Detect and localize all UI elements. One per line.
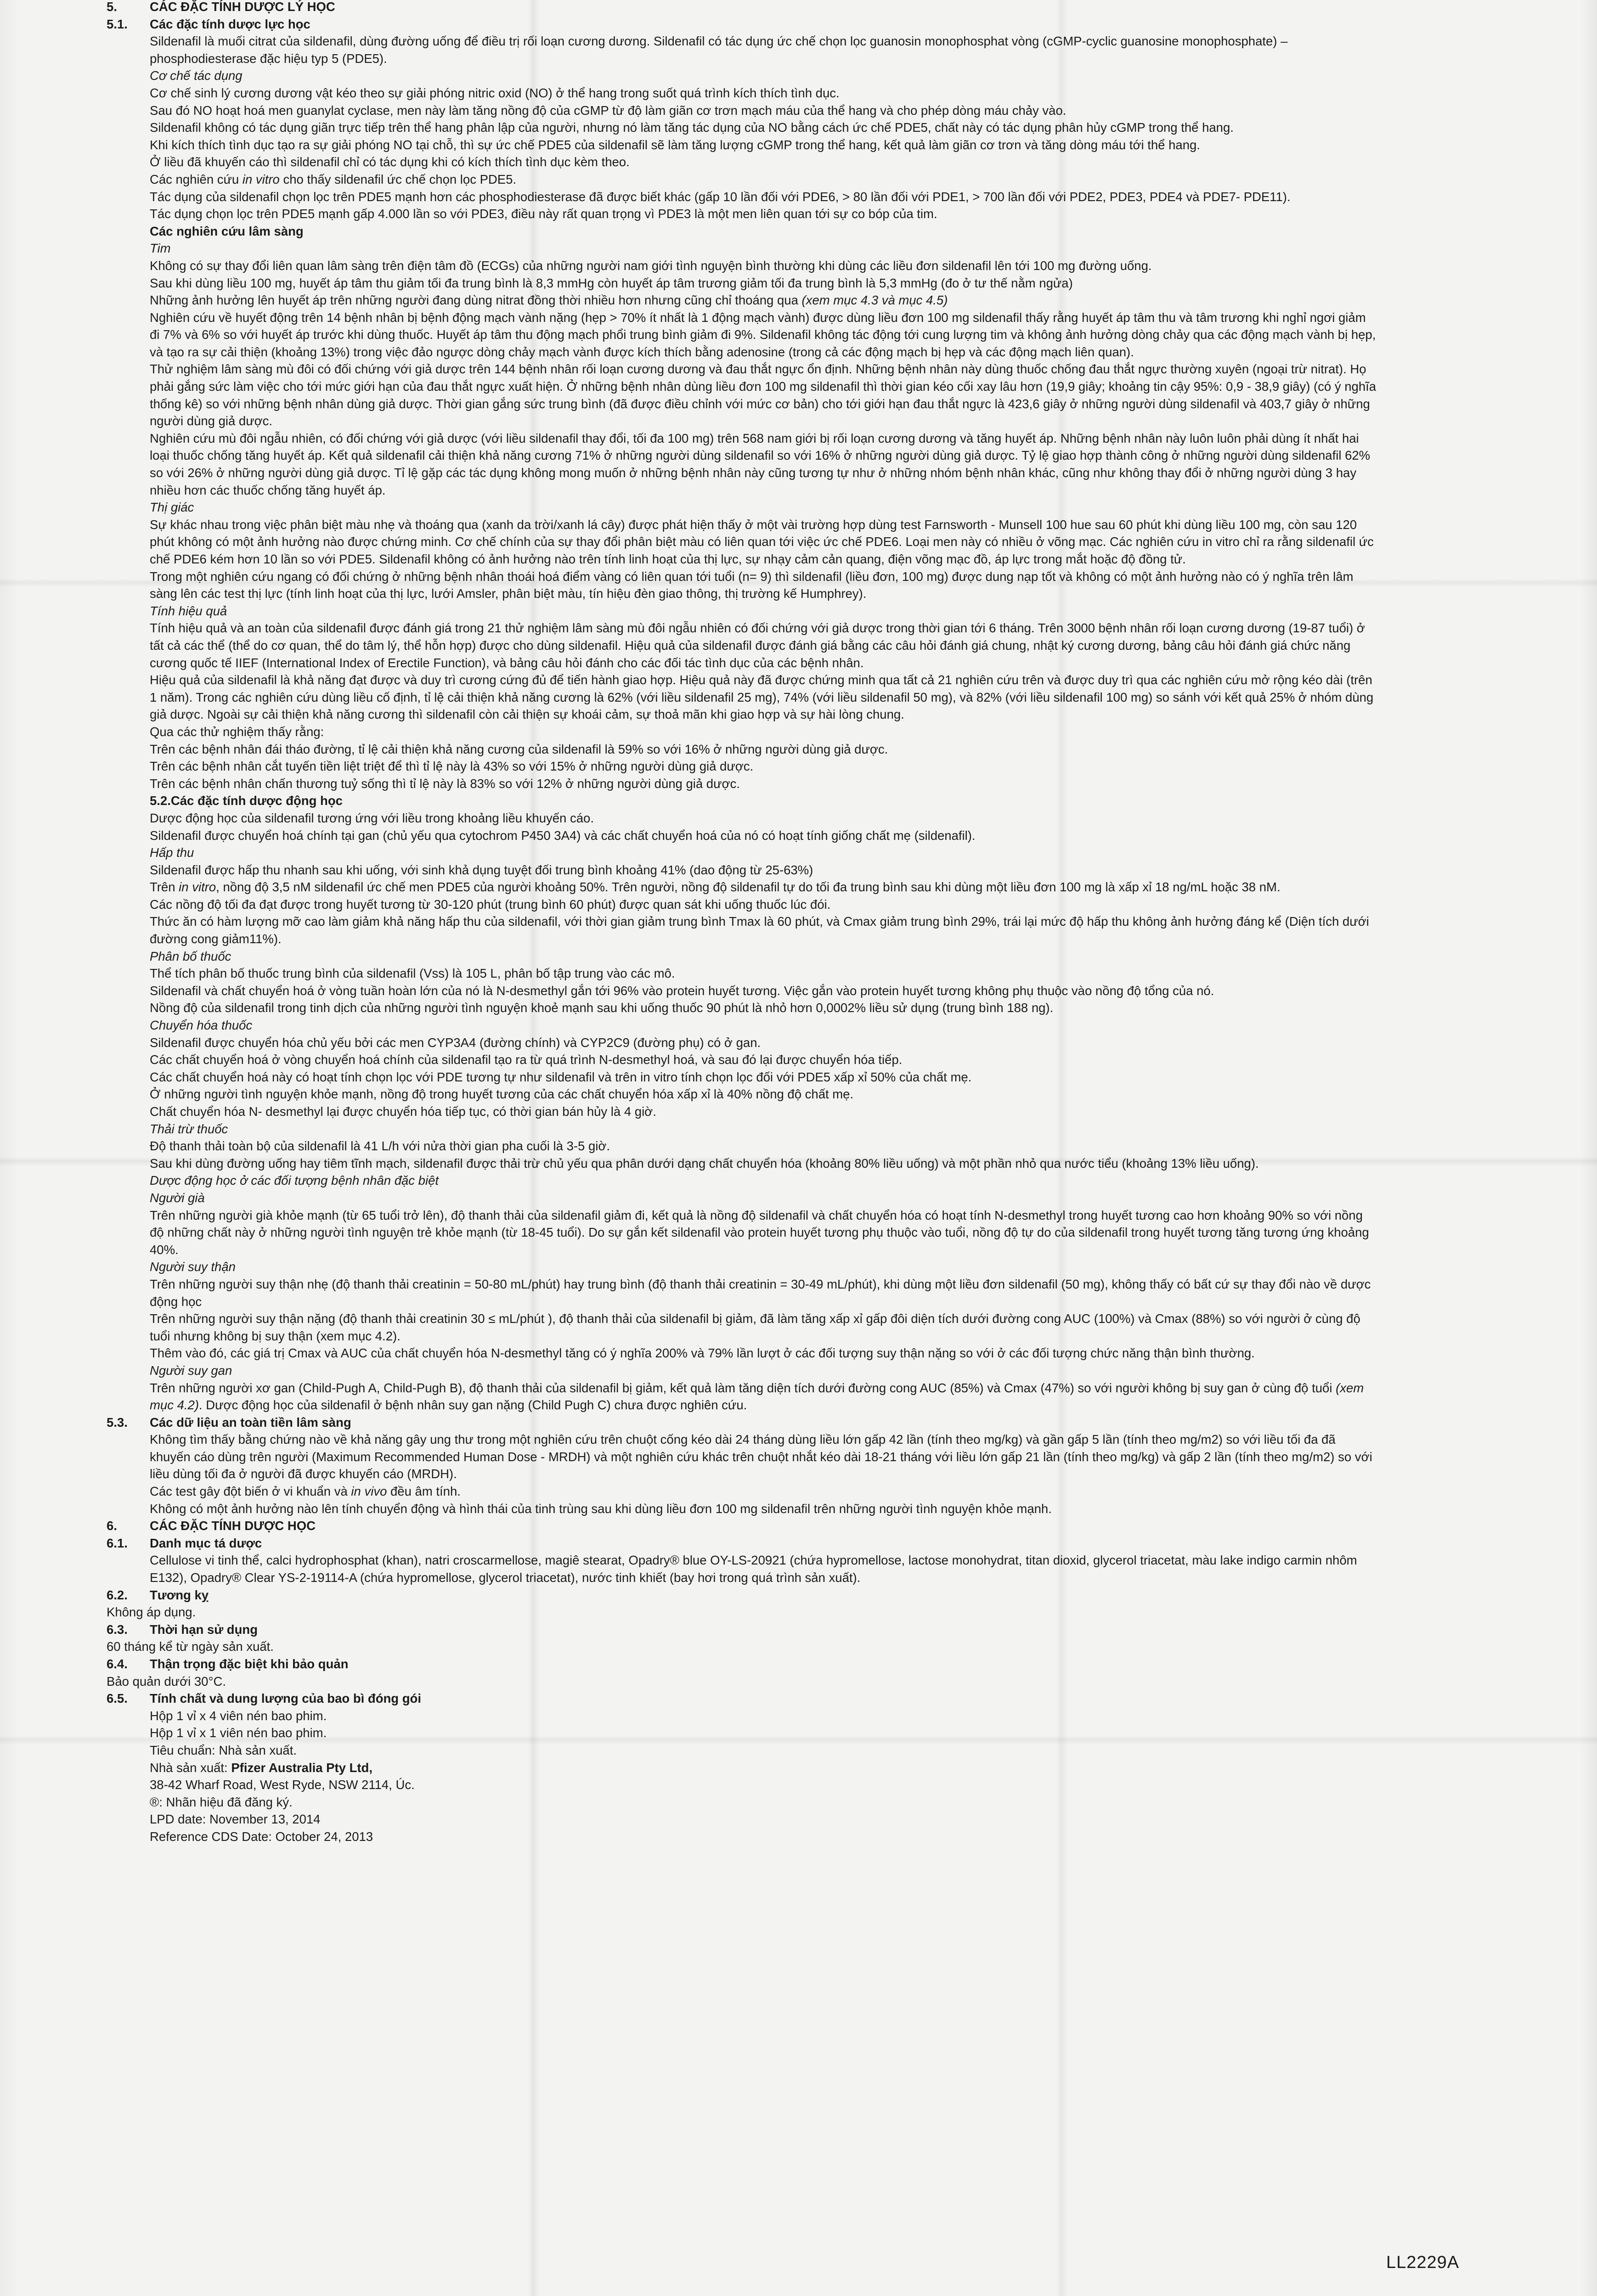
section-6-heading [107,1517,1484,1535]
text: cho thấy sildenafil ức chế chọn lọc PDE5. [279,172,517,186]
paragraph: Thử nghiệm lâm sàng mù đôi có đối chứng với giả dược trên 144 bệnh nhân rối loạn cương dương và đau thắt ngực ổn định. Những bệnh nhân này dùng thuốc chống đau thắt ngực thường xuyên (ngoại trừ nitrat). Họ [150,362,1366,377]
subheading-absorption: Hấp thu [150,845,194,860]
section-6-1-heading [107,1535,1484,1552]
section-number: 6.2. [107,1587,128,1602]
paragraph: Tiêu chuẩn: Nhà sản xuất. [150,1743,297,1757]
subheading-mechanism: Cơ chế tác dụng [150,68,243,83]
paragraph: tuổi nhưng không bị suy thận (xem mục 4.2). [150,1328,401,1343]
section-title: Các dữ liệu an toàn tiền lâm sàng [150,1415,351,1429]
section-title: Danh mục tá dược [150,1536,262,1550]
document-code: LL2229A [1386,2253,1460,2272]
paragraph: 60 tháng kể từ ngày sản xuất. [107,1639,274,1654]
paragraph [150,1396,1484,1414]
section-title: Thời hạn sử dụng [150,1622,258,1637]
paragraph: phút không có một ảnh hưởng nào được chứng minh. Cơ chế chính của sự thay đổi phân biệt màu có liên quan tới việc ức chế PDE6. Loại men này có nhiều ở võng mạc. Các nghiên cứu in vitro chỉ ra rằng sildenafil ức [150,535,1374,549]
paragraph: khuyến cáo dùng trên người (Maximum Recommended Human Dose - MRDH) và một nghiên cứu khác trên chuột nhắt kéo dài 18-21 tháng với liều lớn gấp 21 lần (tính theo mg/kg) và gấp 2 lần (tính theo mg/m2) so với [150,1449,1372,1464]
subheading-efficacy: Tính hiệu quả [150,603,227,618]
paragraph: Hộp 1 vỉ x 1 viên nén bao phim. [150,1726,327,1740]
paragraph: Chất chuyển hóa N- desmethyl lại được chuyển hóa tiếp tục, có thời gian bán hủy là 4 giờ. [150,1104,656,1119]
section-title: Thận trọng đặc biệt khi bảo quản [150,1657,349,1671]
subheading-renal: Người suy thận [150,1260,236,1274]
paragraph: 40%. [150,1242,179,1257]
text-italic: in vitro [242,172,280,186]
section-5-1-body [150,33,1484,1414]
paragraph: Tác dụng của sildenafil chọn lọc trên PDE5 mạnh hơn các phosphodiesterase đã được biết khác (gấp 10 lần đối với PDE6, > 80 lần đối với PDE1, > 700 lần đối với PDE2, PDE3, PDE4 và PDE7- PDE11). [150,189,1291,204]
text-italic: (xem [1336,1380,1364,1395]
section-number: 6.3. [107,1622,128,1637]
section-6-1-body [150,1552,1484,1586]
paragraph: người dùng giả dược. [150,414,273,428]
paragraph: Trong một nghiên cứu ngang có đối chứng ở những bệnh nhân thoái hoá điểm vàng có liên quan tới tuổi (n= 9) thì sildenafil (liều đơn, 100 mg) được dung nạp tốt và không có một ảnh hưởng nào có ý nghĩa trên lâm [150,569,1354,584]
text: Trên [150,880,179,895]
section-6-4-heading [107,1655,1484,1673]
section-5-heading [107,0,1484,16]
section-6-5-body [150,1707,1484,1846]
paragraph [150,1379,1484,1397]
trademark-note: ®: Nhãn hiệu đã đăng ký. [150,1795,293,1809]
text: Các nghiên cứu [150,172,243,186]
paragraph: sàng lên các test thị lực (tính linh hoạt của thị lực, lưới Amsler, phân biệt màu, tín hiệu đèn giao thông, thị trường kế Humphrey). [150,586,867,601]
paragraph: Trên các bệnh nhân cắt tuyến tiền liệt triệt để thì tỉ lệ này là 43% so với 15% ở những người dùng giả dược. [150,759,754,774]
paragraph: giả dược. Ngoài sự cải thiện khả năng cương thì sildenafil còn cải thiện sự khoái cảm, sự thoả mãn khi giao hợp và sự hài lòng chung. [150,707,904,722]
paragraph: động học [150,1294,202,1309]
paragraph: đường cong giảm11%). [150,932,282,946]
section-title: CÁC ĐẶC TÍNH DƯỢC HỌC [150,1519,316,1533]
paragraph: thống kê) so với những bệnh nhân dùng giả dược. Thời gian gắng sức trung bình (đã được điều chỉnh với mức cơ bản) cho tới giới hạn đau thắt ngực là 423,6 giây ở những người dùng sildenafil và 403,7 giây ở những [150,396,1370,411]
paragraph [150,171,1484,188]
paragraph: Sildenafil được chuyển hóa chủ yếu bởi các men CYP3A4 (đường chính) và CYP2C9 (đường phụ) có ở gan. [150,1035,761,1050]
paragraph: Sau khi dùng liều 100 mg, huyết áp tâm thu giảm tối đa trung bình là 8,3 mmHg còn huyết áp tâm trương giảm tối đa trung bình là 5,3 mmHg (đo ở tư thế nằm ngửa) [150,276,1073,290]
paragraph: Dược động học của sildenafil tương ứng với liều trong khoảng liều khuyến cáo. [150,810,594,825]
paragraph [150,878,1484,896]
subheading-elimination: Thải trừ thuốc [150,1121,228,1136]
paragraph: liều dùng tối đa ở người đã được khuyến cáo (MRDH). [150,1467,457,1481]
paragraph: Nghiên cứu mù đôi ngẫu nhiên, có đối chứng với giả dược (với liều sildenafil thay đổi, tối đa 100 mg) trên 568 nam giới bị rối loạn cương dương và tăng huyết áp. Những bệnh nhân này luôn luôn phải dùng ít nhất hai [150,431,1359,445]
paragraph: và tạo ra sự cải thiện (khoảng 13%) trong việc đảo ngược dòng chảy mạch vành được kích thích bằng adenosine (trong cả các động mạch bị hẹp và các động mạch liên quan). [150,344,1134,359]
paragraph: Các chất chuyển hoá ở vòng chuyển hoá chính của sildenafil tạo ra từ quá trình N-desmethyl hoá, và sau đó lại được chuyển hóa tiếp. [150,1052,903,1067]
reference-cds-date: Reference CDS Date: October 24, 2013 [150,1829,373,1844]
text: , nồng độ 3,5 nM sildenafil ức chế men PDE5 của người khoảng 50%. Trên người, nồng độ sildenafil tự do tối đa trung bình sau khi dùng một liều đơn 100 mg là xấp xỉ 18 ng/mL hoặc 38 nM. [216,880,1281,895]
paragraph: Độ thanh thải toàn bộ của sildenafil là 41 L/h với nửa thời gian pha cuối là 3-5 giờ. [150,1139,610,1154]
paragraph: so với 26% ở những người dùng giả dược. Tỉ lệ gặp các tác dụng không mong muốn ở những bệnh nhân này cũng tương tự như ở những nhóm bệnh nhân khác, cũng như không thay đổi ở những người dùng 3 hay [150,466,1357,480]
paragraph: Trên những người suy thận nặng (độ thanh thải creatinin 30 ≤ mL/phút ), độ thanh thải của sildenafil bị giảm, đã làm tăng xấp xỉ gấp đôi diện tích dưới đường cong AUC (100%) và Cmax (88%) so với người ở cùng độ [150,1311,1360,1326]
subheading-metabolism: Chuyển hóa thuốc [150,1018,253,1033]
manufacturer-name: Pfizer Australia Pty Ltd, [231,1760,372,1775]
paragraph: Cellulose vi tinh thể, calci hydrophosphat (khan), natri croscarmellose, magiê stearat, Opadry® blue OY-LS-20921 (chứa hypromellose, lactose monohydrat, titan dioxid, glycerol triacetat, màu lake indigo carmin nhôm [150,1553,1357,1568]
section-title: CÁC ĐẶC TÍNH DƯỢC LÝ HỌC [150,0,335,14]
text: Những ảnh hưởng lên huyết áp trên những người đang dùng nitrat đồng thời nhiều hơn nhưng cũng chỉ thoáng qua [150,293,802,308]
paragraph: 1 năm). Trong các nghiên cứu dùng liều cố định, tỉ lệ cải thiện khả năng cương là 62% (với liều sildenafil 25 mg), 74% (với liều sildenafil 50 mg), và 82% (với liều sildenafil 100 mg) so sánh với kết quả 25% ở nhóm dùng [150,690,1374,704]
paragraph: Nghiên cứu về huyết động trên 14 bệnh nhân bị bệnh động mạch vành nặng (hẹp > 70% ít nhất là 1 động mạch vành) được dùng liều đơn 100 mg sildenafil thấy rằng huyết áp tâm thu và tâm trương khi nghỉ ngơi giảm [150,310,1366,325]
paragraph: loại thuốc chống tăng huyết áp. Kết quả sildenafil cải thiện khả năng cương 71% ở những người dùng sildenafil so với 16% ở những người dùng giả dược. Tỷ lệ giao hợp thành công ở những người dùng sildenafil 62% [150,448,1371,463]
text-italic: mục 4.2) [150,1398,199,1412]
paragraph: chế PDE6 kém hơn 10 lần so với PDE5. Sildenafil không có ảnh hưởng nào trên tính linh hoạt của thị lực, sự nhạy cảm cản quang, điện võng mạc đồ, áp lực trong mắt hoặc độ đồng tử. [150,552,1186,566]
text-italic: in vivo [351,1484,387,1499]
section-number: 5. [107,0,117,14]
text-italic: in vitro [179,880,216,895]
section-5-1-heading [107,16,1484,33]
section-number: 5.1. [107,17,128,31]
paragraph: độ những chất này ở những người tình nguyện trẻ khỏe mạnh (từ 18-45 tuổi). Do sự gắn kết sildenafil vào protein huyết tương phụ thuộc vào tuổi, nồng độ tự do của sildenafil trong huyết tương tăng tương ứng khoảng [150,1225,1369,1240]
paragraph: E132), Opadry® Clear YS-2-19114-A (chứa hypromellose, glycerol triacetat), nước tinh khiết (bay hơi trong quá trình sản xuất). [150,1570,861,1585]
paragraph: Trên các bệnh nhân đái tháo đường, tỉ lệ cải thiện khả năng cương của sildenafil là 59% so với 16% ở những người dùng giả dược. [150,742,888,756]
subheading-elderly: Người già [150,1190,205,1205]
paragraph: Ở những người tình nguyện khỏe mạnh, nồng độ trong huyết tương của các chất chuyển hóa xấp xỉ là 40% nồng độ chất mẹ. [150,1087,854,1102]
paragraph: Sildenafil không có tác dụng giãn trực tiếp trên thể hang phân lập của người, nhưng nó làm tăng tác dụng của NO bằng cách ức chế PDE5, chất này có tác dụng phân hủy cGMP trong thể hang. [150,120,1234,135]
subheading-hepatic: Người suy gan [150,1363,232,1378]
text: . Dược động học của sildenafil ở bệnh nhân suy gan nặng (Child Pugh C) chưa được nghiên cứu. [198,1398,747,1412]
paragraph: đi 7% và 6% so với huyết áp trước khi dùng thuốc. Huyết áp tâm thu động mạch phổi trung bình giảm đi 9%. Sildenafil không tác động tới cung lượng tim và không ảnh hưởng dòng chảy qua các động mạch vành bị hẹp, [150,327,1376,342]
paragraph: Tính hiệu quả và an toàn của sildenafil được đánh giá trong 21 thử nghiệm lâm sàng mù đôi ngẫu nhiên có đối chứng với giả dược trong thời gian tới 6 tháng. Trên 3000 bệnh nhân rối loạn cương dương (19-87 tuổi) ở [150,621,1365,636]
paragraph: Không có một ảnh hưởng nào lên tính chuyển động và hình thái của tinh trùng sau khi dùng liều đơn 100 mg sildenafil trên những người tình nguyện khỏe mạnh. [150,1501,1052,1516]
subheading-vision: Thị giác [150,500,194,515]
paragraph: Tác dụng chọn lọc trên PDE5 mạnh gấp 4.000 lần so với PDE3, điều này rất quan trọng vì PDE3 là một men liên quan tới sự co bóp của tim. [150,207,937,221]
section-6-3-heading [107,1621,1484,1638]
paragraph: Sildenafil được hấp thu nhanh sau khi uống, với sinh khả dụng tuyệt đối trung bình khoảng 41% (dao động từ 25-63%) [150,862,813,877]
paragraph: Thức ăn có hàm lượng mỡ cao làm giảm khả năng hấp thu của sildenafil, với thời gian giảm trung bình Tmax là 60 phút, và Cmax giảm trung bình 29%, trái lại mức độ hấp thu không ảnh hưởng đáng kể (Diện tích dưới [150,914,1369,929]
paragraph: Các chất chuyển hoá này có hoạt tính chọn lọc với PDE tương tự như sildenafil và trên in vitro tính chọn lọc đối với PDE5 xấp xỉ 50% của chất mẹ. [150,1069,972,1084]
manufacturer-line [150,1759,1484,1777]
section-title: Tương kỵ [150,1587,209,1602]
paragraph: Cơ chế sinh lý cương dương vật kéo theo sự giải phóng nitric oxid (NO) ở thể hang trong suốt quá trình kích thích tình dục. [150,85,840,100]
paragraph [150,292,1484,309]
paragraph: Thể tích phân bố thuốc trung bình của sildenafil (Vss) là 105 L, phân bố tập trung vào các mô. [150,966,675,981]
subheading-clinical: Các nghiên cứu lâm sàng [150,224,304,238]
paragraph: Hiệu quả của sildenafil là khả năng đạt được và duy trì cương cứng đủ để tiến hành giao hợp. Hiệu quả này đã được chứng minh qua tất cả 21 nghiên cứu trên và được duy trì qua các nghiên cứu mở rộng kéo dài (trên [150,673,1372,687]
section-number: 6.1. [107,1536,128,1550]
section-number: 6. [107,1519,117,1533]
paragraph: Trên những người già khỏe mạnh (từ 65 tuổi trở lên), độ thanh thải của sildenafil giảm đi, kết quả là nồng độ sildenafil và chất chuyển hóa có hoạt tính N-desmethyl trong huyết tương cao hơn khoảng 90% so với nồng [150,1208,1363,1222]
section-number: 6.5. [107,1691,128,1706]
section-6-2-heading [107,1587,1484,1604]
paragraph: Hộp 1 vỉ x 4 viên nén bao phim. [150,1708,327,1723]
text: Trên những người xơ gan (Child-Pugh A, Child-Pugh B), độ thanh thải của sildenafil bị giảm, kết quả làm tăng diện tích dưới đường cong AUC (85%) và Cmax (47%) so với người không bị suy gan ở cùng độ tuổi [150,1380,1336,1395]
section-5-3-body [150,1431,1484,1517]
paragraph: Nồng độ của sildenafil trong tinh dịch của những người tình nguyện khoẻ mạnh sau khi uống thuốc 90 phút là nhỏ hơn 0,0002% liều sử dụng (trung bình 188 ng). [150,1001,1054,1015]
section-5-3-heading [107,1414,1484,1431]
text-italic: (xem mục 4.3 và mục 4.5) [801,293,948,308]
text: Nhà sản xuất: [150,1760,231,1775]
paragraph: Thêm vào đó, các giá trị Cmax và AUC của chất chuyển hóa N-desmethyl tăng có ý nghĩa 200% và 79% lần lượt ở các đối tượng suy thận nặng so với ở các đối tượng chức năng thận bình thường. [150,1346,1255,1361]
paragraph: Không áp dụng. [107,1605,196,1620]
paragraph: Sildenafil được chuyển hoá chính tại gan (chủ yếu qua cytochrom P450 3A4) và các chất chuyển hoá của nó có hoạt tính giống chất mẹ (sildenafil). [150,828,976,843]
section-6-5-heading [107,1690,1484,1707]
subheading-distribution: Phân bố thuốc [150,949,231,963]
paragraph: Sildenafil là muối citrat của sildenafil, dùng đường uống để điều trị rối loạn cương dương. Sildenafil có tác dụng ức chế chọn lọc guanosin monophosphat vòng (cGMP-cyclic guanosine monophosphate) – [150,34,1288,49]
text: Các test gây đột biến ở vi khuẩn và [150,1484,351,1499]
leaflet-content [107,0,1484,1846]
paragraph: phosphodiesterase đặc hiệu typ 5 (PDE5). [150,51,387,66]
subheading-heart: Tim [150,241,171,256]
section-number: 6.4. [107,1657,128,1671]
paragraph: Không tìm thấy bằng chứng nào về khả năng gây ung thư trong một nghiên cứu trên chuột cống kéo dài 24 tháng dùng liều lớn gấp 42 lần (tính theo mg/kg) và gần gấp 5 lần (tính theo mg/m2) so với liều tối đa đã [150,1432,1336,1447]
paragraph: Bảo quản dưới 30°C. [107,1674,226,1688]
paragraph: phải gắng sức làm việc cho tới mức giới hạn của đau thắt ngực xuất hiện. Ở những bệnh nhân dùng liều đơn 100 mg sildenafil thì thời gian kéo cối xay lâu hơn (19,9 giây; khoảng tin cậy 95%: 0,9 - 38,9 giây) (có ý nghĩa [150,379,1377,394]
paragraph: Sildenafil và chất chuyển hoá ở vòng tuần hoàn lớn của nó là N-desmethyl gắn tới 96% vào protein huyết tương. Việc gắn vào protein huyết tương không phụ thuộc vào nồng độ tổng của nó. [150,983,1214,998]
text: đều âm tính. [387,1484,461,1499]
paragraph: Không có sự thay đổi liên quan lâm sàng trên điện tâm đồ (ECGs) của những người nam giới tình nguyện bình thường khi dùng các liều đơn sildenafil lên tới 100 mg đường uống. [150,258,1152,273]
paragraph: tất cả các thể (thể do cơ quan, thể do tâm lý, thể hỗn hợp) được cho dùng sildenafil. Hiệu quả của sildenafil được đánh giá bằng các câu hỏi đánh giá chung, nhật ký cương dương, bảng câu hỏi đánh giá chức năng [150,638,1351,653]
paragraph: Sau đó NO hoạt hoá men guanylat cyclase, men này làm tăng nồng độ của cGMP từ độ làm giãn cơ trơn mạch máu của thể hang và cho phép dòng máu chảy vào. [150,103,1067,118]
paragraph: Ở liều đã khuyến cáo thì sildenafil chỉ có tác dụng khi có kích thích tình dục kèm theo. [150,155,630,169]
paragraph: Sự khác nhau trong việc phân biệt màu nhẹ và thoáng qua (xanh da trời/xanh lá cây) được phát hiện thấy ở một vài trường hợp dùng test Farnsworth - Munsell 100 hue sau 60 phút khi dùng liều 100 mg, còn sau 120 [150,517,1357,532]
paragraph: Trên các bệnh nhân chấn thương tuỷ sống thì tỉ lệ này là 83% so với 12% ở những người dùng giả dược. [150,776,740,791]
section-title: Các đặc tính dược lực học [150,17,310,31]
subheading-special-populations: Dược động học ở các đối tượng bệnh nhân đặc biệt [150,1173,439,1188]
paragraph: Qua các thử nghiệm thấy rằng: [150,724,324,739]
paragraph: nhiều hơn các thuốc chống tăng huyết áp. [150,483,386,497]
manufacturer-address: 38-42 Wharf Road, West Ryde, NSW 2114, Úc. [150,1778,415,1792]
paragraph: Sau khi dùng đường uống hay tiêm tĩnh mạch, sildenafil được thải trừ chủ yếu qua phân dưới dạng chất chuyển hóa (khoảng 80% liều uống) và một phần nhỏ qua nước tiểu (khoảng 13% liều uống). [150,1156,1259,1171]
paragraph: Các nồng độ tối đa đạt được trong huyết tương từ 30-120 phút (trung bình 60 phút) được quan sát khi uống thuốc lúc đói. [150,897,831,912]
paragraph [150,1483,1484,1500]
section-title: Tính chất và dung lượng của bao bì đóng gói [150,1691,421,1706]
paragraph: Trên những người suy thận nhẹ (độ thanh thải creatinin = 50-80 mL/phút) hay trung bình (độ thanh thải creatinin = 30-49 mL/phút), khi dùng một liều đơn sildenafil (50 mg), không thấy có bất cứ sự thay đổi nào về dược [150,1277,1371,1291]
lpd-date: LPD date: November 13, 2014 [150,1812,321,1827]
paragraph: cương quốc tế IIEF (International Index of Erectile Function), và bảng câu hỏi đánh cho các đối tác tình dục của các bệnh nhân. [150,655,864,670]
section-number: 5.3. [107,1415,128,1429]
paragraph: Khi kích thích tình dục tạo ra sự giải phóng NO tại chỗ, thì sự ức chế PDE5 của sildenafil sẽ làm tăng lượng cGMP trong thể hang, kết quả làm giãn cơ trơn và tăng dòng máu tới thể hang. [150,137,1200,152]
section-5-2-heading: 5.2.Các đặc tính dược động học [150,793,343,808]
